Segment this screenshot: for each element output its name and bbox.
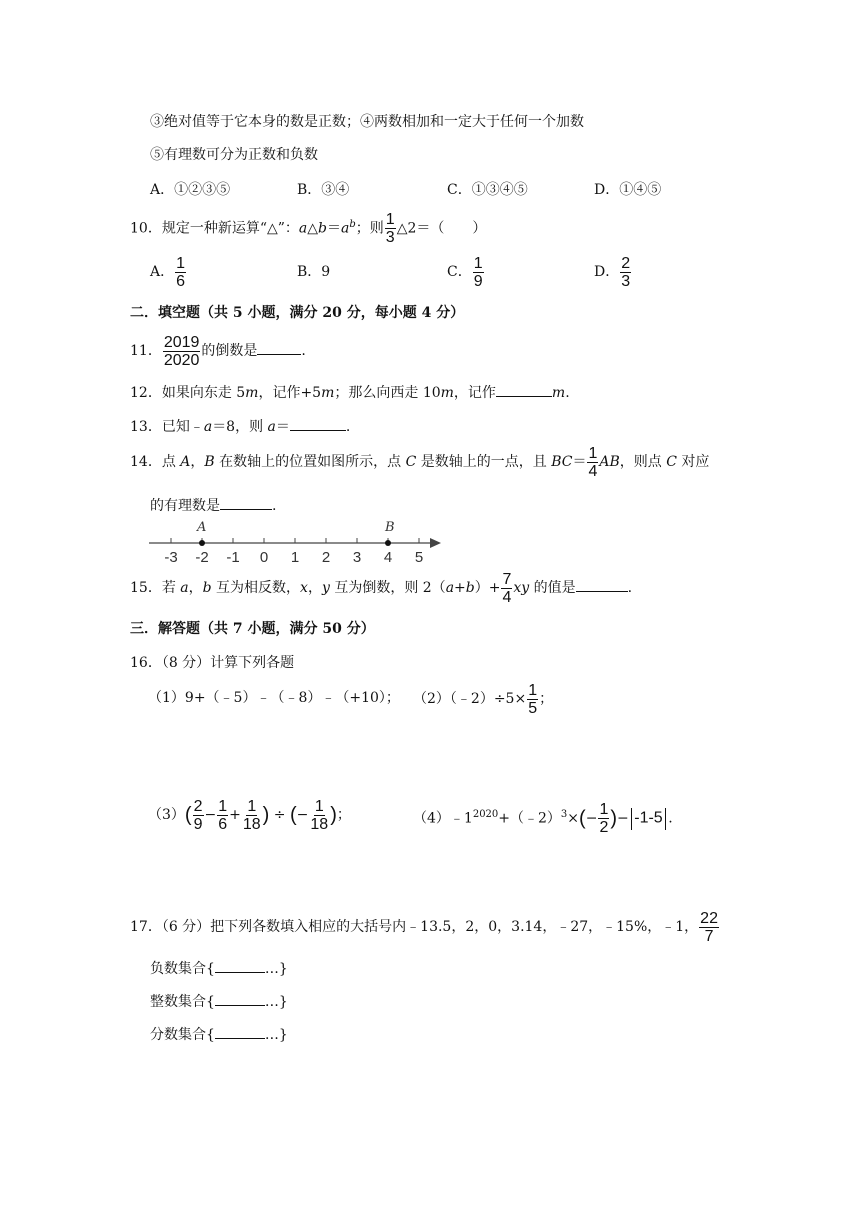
- q14-answer-blank: [220, 495, 272, 510]
- point-b: [385, 540, 391, 546]
- q9-statement-line1: ③绝对值等于它本身的数是正数；④两数相加和一定大于任何一个加数: [150, 114, 584, 130]
- tick-label: -2: [195, 549, 209, 566]
- q16-part1: （1）9+（﹣5）﹣（﹣8）﹣（+10）；: [148, 690, 400, 706]
- q9-option-b: B．③④: [297, 182, 350, 198]
- point-a: [199, 540, 205, 546]
- q17-question: 17．（6 分）把下列各数填入相应的大括号内﹣13.5，2，0，3.14，﹣27，﹣15%，﹣1， $\frac{22}{7}$: [130, 909, 718, 945]
- q10-fraction: $\frac{1}{3}$: [385, 211, 395, 247]
- section-3-heading: 三．解答题（共 7 小题，满分 50 分）: [130, 621, 375, 637]
- q11: 11． $\frac{2019}{2020}$ 的倒数是 .: [130, 333, 306, 369]
- q16-part2: （2）（﹣2）÷5× $\frac{1}{5}$ ；: [413, 681, 554, 717]
- q17-fraction-set: 分数集合{ …}: [150, 1024, 288, 1045]
- q16-title: 16．（8 分）计算下列各题: [130, 655, 295, 671]
- q9-option-c: C．①③④⑤: [447, 182, 528, 198]
- q9-statement-line2: ⑤有理数可分为正数和负数: [150, 147, 318, 163]
- q12: 12．如果向东走 5m，记作+5m；那么向西走 10m，记作 m.: [130, 382, 570, 403]
- q10-option-b: B．9: [297, 264, 331, 280]
- q14-line1: 14．点 A，B 在数轴上的位置如图所示，点 C 是数轴上的一点，且 BC＝ $\frac{1}{4}$ AB，则点 C 对应: [130, 444, 710, 480]
- tick-label: 4: [383, 549, 393, 566]
- q10-option-a: A． $\frac{1}{6}$: [150, 254, 186, 290]
- arrow-head: [430, 538, 441, 548]
- q10-option-c: C． $\frac{1}{9}$: [447, 254, 483, 290]
- tick-label: -3: [164, 549, 178, 566]
- q15: 15．若 a，b 互为相反数，x，y 互为倒数，则 2（a+b）+ $\frac{7}{4}$ xy 的值是 .: [130, 570, 633, 606]
- negative-set-blank: [215, 958, 265, 973]
- number-line-figure: [145, 517, 445, 567]
- q12-answer-blank: [496, 382, 552, 397]
- q9-option-d: D．①④⑤: [594, 182, 662, 198]
- q13: 13．已知﹣a＝8，则 a＝ .: [130, 416, 350, 437]
- fraction-set-blank: [215, 1024, 265, 1039]
- tick-label: 3: [352, 549, 362, 566]
- point-b-label: B: [385, 520, 395, 535]
- tick-label: 2: [321, 549, 331, 566]
- integer-set-blank: [215, 991, 265, 1006]
- q11-answer-blank: [257, 340, 301, 355]
- q10-option-d: D． $\frac{2}{3}$: [594, 254, 631, 290]
- q15-answer-blank: [576, 577, 628, 592]
- q17-negative-set: 负数集合{ …}: [150, 958, 288, 979]
- tick-label: -1: [226, 549, 240, 566]
- q16-part4: $(4)﹣1^{2020}+(﹣2)^3\times(-$ $\frac{1}{2}$ )− -1-5 .: [413, 801, 673, 837]
- q16-part3: （3）( $\frac{2}{9}$ − $\frac{1}{6}$ + $\frac{1}{18}$ ) ÷ (− $\frac{1}{18}$ )；: [148, 797, 351, 833]
- q14-line2: 的有理数是 .: [150, 495, 276, 516]
- q10-question: 10．规定一种新运算“△”：$a\triangle b=a^b$；则 $\frac{1}{3}$ △2＝（ ）: [130, 211, 487, 247]
- q9-option-a: A．①②③⑤: [150, 182, 231, 198]
- point-a-label: A: [197, 520, 207, 535]
- tick-label: 1: [290, 549, 300, 566]
- tick-label: 5: [414, 549, 424, 566]
- q17-integer-set: 整数集合{ …}: [150, 991, 288, 1012]
- section-2-heading: 二．填空题（共 5 小题，满分 20 分，每小题 4 分）: [130, 305, 465, 321]
- q13-answer-blank: [290, 416, 346, 431]
- tick-label: 0: [259, 549, 269, 566]
